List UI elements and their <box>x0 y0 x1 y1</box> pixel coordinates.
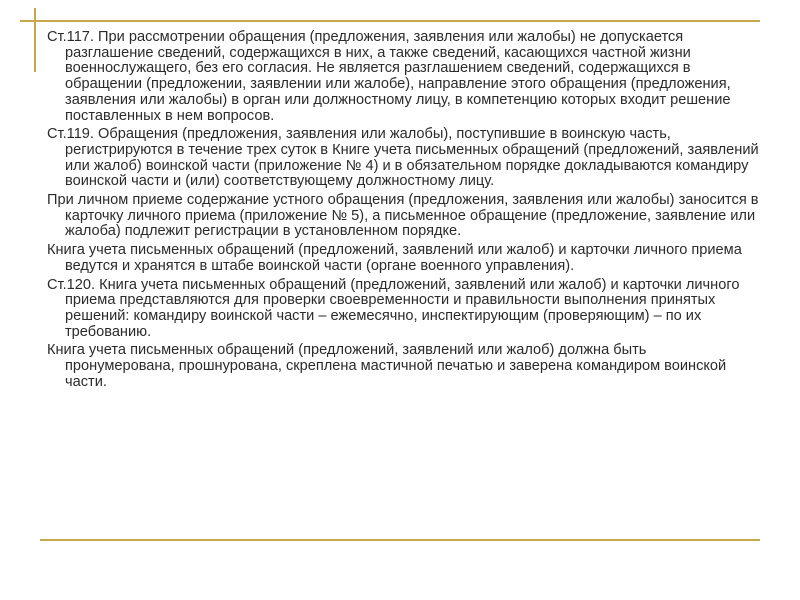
paragraph-record-book-storage: Книга учета письменных обращений (предложений, заявлений или жалоб) и карточки личного приема ведутся и хранятся в штабе воинской части (органе военного управления). <box>47 242 742 274</box>
paragraph-article-119: Ст.119. Обращения (предложения, заявления или жалобы), поступившие в воинскую часть, регистрируются в течение трех суток в Книге учета письменных обращений (предложений, заявлений или жалоб) воинской части (приложение № 4) и в обязательном порядке докладываются командиру воинской части и (или) соответствующему должностному лицу. <box>47 126 759 190</box>
paragraph-article-117: Ст.117. При рассмотрении обращения (предложения, заявления или жалобы) не допускается разглашение сведений, содержащихся в них, а также сведений, касающихся частной жизни военнослужащего, без его согласия. Не является разглашением сведений, содержащихся в обращении (предложении, заявлении или жалобе), направление этого обращения (предложения, заявления или жалобы) в орган или должностному лицу, в компетенцию которых входит решение поставленных в нем вопросов. <box>47 29 731 124</box>
paragraph-personal-reception: При личном приеме содержание устного обращения (предложения, заявления или жалобы) заносится в карточку личного приема (приложение № 5), а письменное обращение (предложение, заявление или жалоба) подлежит регистрации в установленном порядке. <box>47 192 759 240</box>
left-accent-rule <box>34 8 36 72</box>
bottom-rule <box>40 539 760 541</box>
top-rule <box>20 20 760 22</box>
paragraph-article-120: Ст.120. Книга учета письменных обращений (предложений, заявлений или жалоб) и карточки личного приема представляются для проверки своевременности и правильности выполнения принятых решений: командиру воинской части – ежемесячно, инспектирующим (проверяющим) – по их требованию. <box>47 276 740 340</box>
text-body <box>47 30 759 393</box>
paragraph-record-book-numbering: Книга учета письменных обращений (предложений, заявлений или жалоб) должна быть пронумерована, прошнурована, скреплена мастичной печатью и заверена командиром воинской части. <box>47 342 727 390</box>
